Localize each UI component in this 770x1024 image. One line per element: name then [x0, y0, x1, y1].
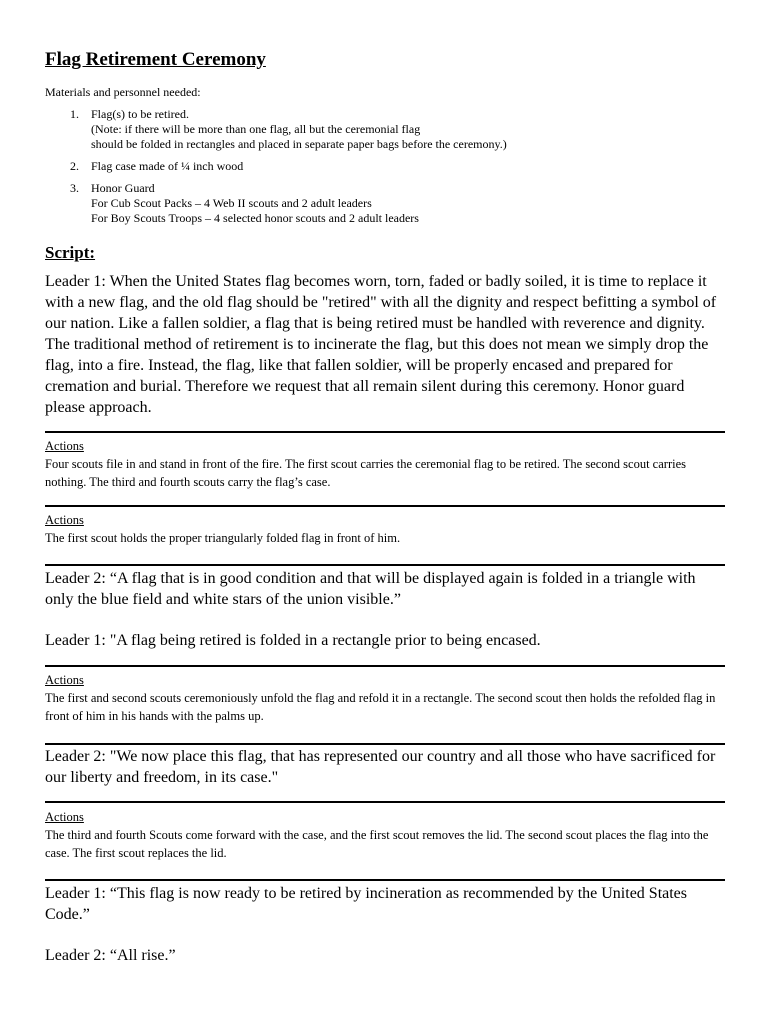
- actions-label: Actions: [45, 810, 84, 824]
- divider: [45, 505, 725, 507]
- materials-item-1: [45, 107, 725, 152]
- materials-heading: Materials and personnel needed:: [45, 85, 201, 99]
- item-number: 1.: [70, 107, 79, 121]
- actions-block-1: [45, 437, 725, 491]
- actions-text: The first and second scouts ceremoniously unfold the flag and refold it in a rectangle. The second scout then holds the refolded flag in front of him in his hands with the palms up.: [45, 691, 716, 723]
- actions-label: Actions: [45, 513, 84, 527]
- materials-item-3: [45, 181, 725, 226]
- leader1-intro-text: Leader 1: When the United States flag becomes worn, torn, faded or badly soiled, it is time to replace it with a new flag, and the old flag should be "retired" with all the dignity and respect befitting a symbol of our nation. Like a fallen soldier, a flag that is being retired must be handled with reverence and dignity. The traditional method of retirement is to incinerate the flag, but this does not mean we simply drop the flag, into a fire. Instead, the flag, like that fallen soldier, will be properly encased and prepared for cremation and burial. Therefore we request that all remain silent during this ceremony. Honor guard please approach.: [45, 273, 717, 416]
- item-number: 3.: [70, 181, 79, 195]
- leader1-rectangle-text: Leader 1: "A flag being retired is folded in a rectangle prior to being encased.: [45, 632, 541, 649]
- item-line: For Cub Scout Packs – 4 Web II scouts and 2 adult leaders: [91, 196, 372, 210]
- actions-block-3: [45, 671, 725, 725]
- actions-text: The third and fourth Scouts come forward with the case, and the first scout removes the lid. The second scout places the flag into the case. The first scout replaces the lid.: [45, 828, 709, 860]
- item-line: Flag(s) to be retired.: [91, 107, 189, 121]
- page-title: Flag Retirement Ceremony: [45, 49, 266, 70]
- divider: [45, 801, 725, 803]
- leader2-triangle-text: Leader 2: “A flag that is in good condition and that will be displayed again is folded in a triangle with only the blue field and white stars of the union visible.”: [45, 570, 696, 608]
- materials-item-2: [45, 159, 725, 174]
- divider: [45, 564, 725, 566]
- actions-block-2: [45, 511, 725, 547]
- actions-label: Actions: [45, 439, 84, 453]
- item-line: Honor Guard: [91, 181, 155, 195]
- item-line: Flag case made of ¼ inch wood: [91, 159, 244, 173]
- materials-list: [45, 107, 725, 233]
- script-heading: Script:: [45, 243, 96, 262]
- leader2-case-text: Leader 2: "We now place this flag, that has represented our country and all those who have sacrificed for our liberty and freedom, in its case.": [45, 748, 716, 786]
- item-line: should be folded in rectangles and placed in separate paper bags before the ceremony.): [91, 137, 507, 151]
- leader1-ready-text: Leader 1: “This flag is now ready to be retired by incineration as recommended by the United States Code.”: [45, 885, 688, 923]
- actions-text: Four scouts file in and stand in front of the fire. The first scout carries the ceremonial flag to be retired. The second scout carries nothing. The third and fourth scouts carry the flag’s case.: [45, 457, 686, 489]
- item-line: For Boy Scouts Troops – 4 selected honor scouts and 2 adult leaders: [91, 211, 419, 225]
- item-number: 2.: [70, 159, 79, 173]
- divider: [45, 665, 725, 667]
- actions-text: The first scout holds the proper triangularly folded flag in front of him.: [45, 531, 401, 545]
- divider: [45, 431, 725, 433]
- leader2-rise-text: Leader 2: “All rise.”: [45, 947, 176, 964]
- actions-label: Actions: [45, 673, 84, 687]
- divider: [45, 879, 725, 881]
- item-line: (Note: if there will be more than one flag, all but the ceremonial flag: [91, 122, 421, 136]
- actions-block-4: [45, 808, 725, 862]
- divider: [45, 743, 725, 745]
